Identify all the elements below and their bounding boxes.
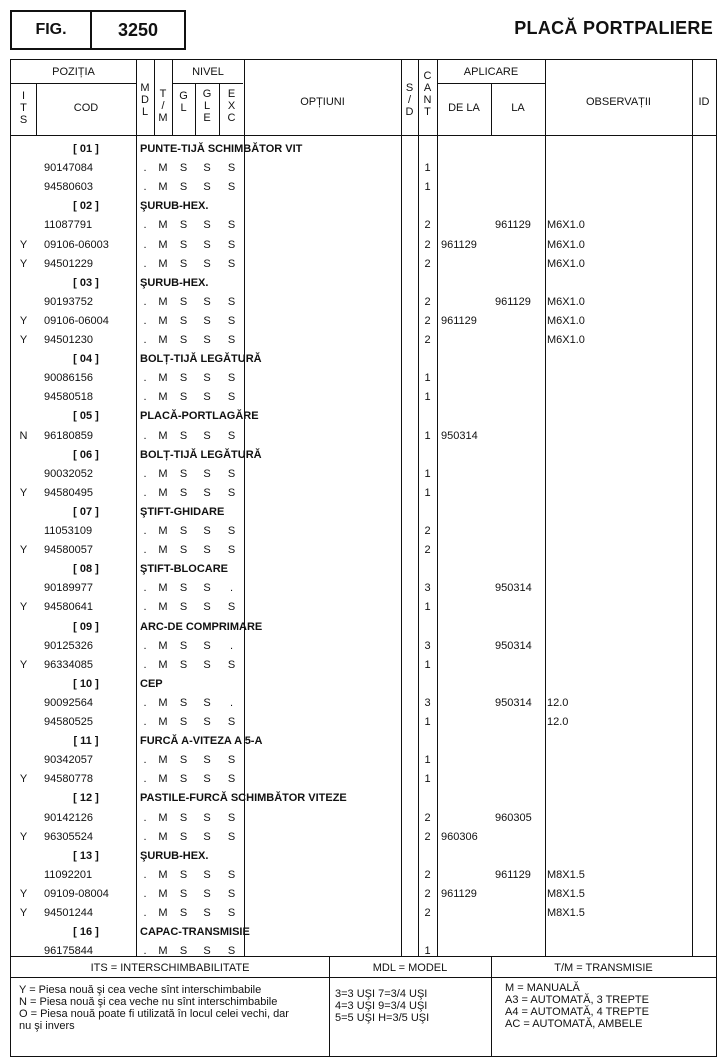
exc-value: S bbox=[227, 238, 236, 251]
gle-value: S bbox=[203, 811, 211, 824]
exc-value: S bbox=[227, 257, 236, 270]
cant-value: 2 bbox=[424, 525, 431, 537]
mdl-value: . bbox=[143, 907, 147, 919]
its-value: Y bbox=[19, 907, 28, 919]
group-name: ŞURUB-HEX. bbox=[140, 849, 209, 862]
cant-value: 1 bbox=[424, 429, 431, 442]
part-code: 94501230 bbox=[44, 334, 93, 346]
la-value: 950314 bbox=[495, 639, 532, 652]
exc-value: S bbox=[227, 945, 236, 958]
part-code: 90032052 bbox=[44, 467, 93, 480]
cant-value: 1 bbox=[424, 754, 431, 767]
tm-value: M bbox=[158, 372, 168, 385]
group-name: CEP bbox=[140, 677, 163, 690]
gl-value: S bbox=[179, 868, 188, 881]
tm-value: M bbox=[158, 887, 168, 900]
gle-value: S bbox=[203, 486, 211, 499]
observatii-value: M8X1.5 bbox=[547, 887, 585, 900]
gle-value: S bbox=[203, 716, 211, 728]
group-name: FURCĂ A-VITEZA A 5-A bbox=[140, 735, 263, 748]
exc-value: S bbox=[227, 314, 236, 327]
gle-value: S bbox=[203, 295, 211, 308]
cant-value: 2 bbox=[424, 219, 431, 232]
part-code: 96180859 bbox=[44, 429, 93, 442]
part-code: 90342057 bbox=[44, 754, 93, 767]
gle-value: S bbox=[203, 467, 211, 480]
exc-value: S bbox=[227, 525, 236, 537]
group-name: ŞTIFT-BLOCARE bbox=[140, 563, 228, 576]
gl-value: S bbox=[179, 773, 188, 786]
group-name: ŞURUB-HEX. bbox=[140, 276, 209, 289]
observatii-value: 12.0 bbox=[547, 696, 569, 709]
tm-value: M bbox=[158, 639, 168, 652]
group-name: PASTILE-FURCĂ SCHIMBĂTOR VITEZE bbox=[140, 792, 347, 805]
mdl-value: . bbox=[143, 582, 147, 595]
gl-value: S bbox=[179, 945, 188, 958]
gl-value: S bbox=[179, 658, 188, 671]
de-la-value: 961129 bbox=[441, 887, 477, 900]
tm-value: M bbox=[158, 544, 168, 557]
cant-value: 1 bbox=[424, 181, 431, 194]
mdl-value: . bbox=[143, 219, 147, 232]
gle-value: S bbox=[203, 907, 211, 919]
gl-value: S bbox=[179, 582, 188, 595]
exc-value: S bbox=[227, 429, 236, 442]
exc-value: S bbox=[227, 334, 236, 346]
its-value: Y bbox=[19, 601, 28, 614]
part-code: 90125326 bbox=[44, 639, 93, 652]
gle-value: S bbox=[203, 830, 211, 843]
tm-value: M bbox=[158, 830, 168, 843]
gl-value: S bbox=[179, 830, 188, 843]
part-code: 11092201 bbox=[44, 868, 93, 881]
part-code: 09106-06003 bbox=[44, 238, 109, 251]
tm-value: M bbox=[158, 486, 168, 499]
gle-value: S bbox=[203, 544, 211, 557]
position-number: [ 02 ] bbox=[73, 200, 99, 213]
gle-value: S bbox=[203, 181, 211, 194]
tm-value: M bbox=[158, 907, 168, 919]
gl-value: S bbox=[179, 314, 188, 327]
mdl-value: . bbox=[143, 486, 147, 499]
exc-value: S bbox=[227, 467, 236, 480]
cant-value: 2 bbox=[424, 907, 431, 919]
gl-value: S bbox=[179, 181, 188, 194]
cant-value: 1 bbox=[424, 658, 431, 671]
part-code: 90189977 bbox=[44, 582, 93, 595]
gle-value: S bbox=[203, 582, 211, 595]
group-name: PLACĂ-PORTLAGĂRE bbox=[140, 410, 259, 423]
position-number: [ 13 ] bbox=[73, 849, 99, 862]
part-code: 90142126 bbox=[44, 811, 93, 824]
gl-value: S bbox=[179, 716, 188, 728]
mdl-value: . bbox=[143, 334, 147, 346]
tm-value: M bbox=[158, 314, 168, 327]
part-code: 90193752 bbox=[44, 295, 93, 308]
mdl-value: . bbox=[143, 544, 147, 557]
gl-value: S bbox=[179, 162, 188, 175]
tm-value: M bbox=[158, 429, 168, 442]
gle-value: S bbox=[203, 601, 211, 614]
la-value: 960305 bbox=[495, 811, 532, 824]
exc-value: . bbox=[229, 582, 234, 595]
exc-value: S bbox=[227, 162, 236, 175]
exc-value: S bbox=[227, 754, 236, 767]
header-la: LA bbox=[511, 102, 525, 114]
exc-value: S bbox=[227, 486, 236, 499]
part-code: 94580518 bbox=[44, 391, 93, 404]
header-cod: COD bbox=[73, 102, 99, 114]
exc-value: S bbox=[227, 887, 236, 900]
part-code: 94580778 bbox=[44, 773, 93, 786]
mdl-value: . bbox=[143, 295, 147, 308]
cant-value: 1 bbox=[424, 773, 431, 786]
header-gle: G L E bbox=[202, 88, 212, 124]
gl-value: S bbox=[179, 372, 188, 385]
position-number: [ 07 ] bbox=[73, 505, 99, 518]
cant-value: 3 bbox=[424, 639, 431, 652]
group-name: CAPAC-TRANSMISIE bbox=[140, 926, 250, 939]
gl-value: S bbox=[179, 334, 188, 346]
tm-value: M bbox=[158, 582, 168, 595]
gle-value: S bbox=[203, 314, 211, 327]
cant-value: 2 bbox=[424, 238, 431, 251]
group-name: ŞURUB-HEX. bbox=[140, 200, 209, 213]
mdl-value: . bbox=[143, 696, 147, 709]
its-value: Y bbox=[19, 830, 28, 843]
exc-value: S bbox=[227, 601, 236, 614]
gle-value: S bbox=[203, 525, 211, 537]
group-name: BOLȚ-TIJĂ LEGĂTURĂ bbox=[140, 448, 262, 461]
position-number: [ 10 ] bbox=[73, 677, 99, 690]
part-code: 96305524 bbox=[44, 830, 93, 843]
gl-value: S bbox=[179, 811, 188, 824]
exc-value: S bbox=[227, 868, 236, 881]
cant-value: 2 bbox=[424, 314, 431, 327]
legend-its-lines: Y = Piesa nouă şi cea veche sînt interschimbabile N = Piesa nouă şi cea veche nu sînt interschimbabile O = Piesa nouă poate fi utilizată în locul celei vechi, dar nu şi invers bbox=[19, 984, 289, 1032]
position-number: [ 09 ] bbox=[73, 620, 99, 633]
part-code: 94580525 bbox=[44, 716, 93, 728]
figure-label: FIG. bbox=[12, 12, 92, 48]
tm-value: M bbox=[158, 868, 168, 881]
page-title: PLACĂ PORTPALIERE bbox=[514, 18, 713, 38]
tm-value: M bbox=[158, 601, 168, 614]
observatii-value: M8X1.5 bbox=[547, 907, 585, 919]
part-code: 09106-06004 bbox=[44, 314, 109, 327]
cant-value: 1 bbox=[424, 372, 431, 385]
gle-value: S bbox=[203, 696, 211, 709]
gl-value: S bbox=[179, 639, 188, 652]
gl-value: S bbox=[179, 391, 188, 404]
mdl-value: . bbox=[143, 658, 147, 671]
mdl-value: . bbox=[143, 830, 147, 843]
exc-value: S bbox=[227, 830, 236, 843]
la-value: 961129 bbox=[495, 868, 531, 881]
cant-value: 2 bbox=[424, 544, 431, 557]
observatii-value: M6X1.0 bbox=[547, 257, 585, 270]
gle-value: S bbox=[203, 887, 211, 900]
tm-value: M bbox=[158, 754, 168, 767]
tm-value: M bbox=[158, 238, 168, 251]
gl-value: S bbox=[179, 754, 188, 767]
exc-value: S bbox=[227, 544, 236, 557]
part-code: 11053109 bbox=[44, 525, 93, 537]
de-la-value: 961129 bbox=[441, 238, 477, 251]
its-value: Y bbox=[19, 314, 28, 327]
cant-value: 3 bbox=[424, 696, 431, 709]
header-id: ID bbox=[698, 96, 710, 108]
observatii-value: 12.0 bbox=[547, 716, 569, 728]
exc-value: S bbox=[227, 716, 236, 728]
cant-value: 2 bbox=[424, 811, 431, 824]
exc-value: S bbox=[227, 295, 236, 308]
part-code: 09109-08004 bbox=[44, 887, 109, 900]
observatii-value: M6X1.0 bbox=[547, 295, 585, 308]
gl-value: S bbox=[179, 429, 188, 442]
its-value: N bbox=[19, 429, 28, 442]
header-de-la: DE LA bbox=[448, 102, 480, 114]
mdl-value: . bbox=[143, 525, 147, 537]
its-value: Y bbox=[19, 887, 28, 900]
part-code: 96175844 bbox=[44, 945, 93, 958]
exc-value: S bbox=[227, 372, 236, 385]
gle-value: S bbox=[203, 945, 211, 958]
tm-value: M bbox=[158, 467, 168, 480]
parts-table bbox=[10, 59, 717, 1057]
gle-value: S bbox=[203, 429, 211, 442]
tm-value: M bbox=[158, 334, 168, 346]
de-la-value: 961129 bbox=[441, 314, 477, 327]
gle-value: S bbox=[203, 868, 211, 881]
its-value: Y bbox=[19, 334, 28, 346]
exc-value: . bbox=[229, 696, 234, 709]
tm-value: M bbox=[158, 773, 168, 786]
position-number: [ 04 ] bbox=[73, 353, 99, 366]
exc-value: S bbox=[227, 219, 236, 232]
mdl-value: . bbox=[143, 238, 147, 251]
position-number: [ 01 ] bbox=[73, 143, 99, 155]
gl-value: S bbox=[179, 219, 188, 232]
figure-box bbox=[10, 10, 186, 50]
gl-value: S bbox=[179, 907, 188, 919]
mdl-value: . bbox=[143, 716, 147, 728]
gl-value: S bbox=[179, 696, 188, 709]
de-la-value: 950314 bbox=[441, 429, 478, 442]
part-code: 94501244 bbox=[44, 907, 93, 919]
gle-value: S bbox=[203, 754, 211, 767]
observatii-value: M6X1.0 bbox=[547, 238, 585, 251]
part-code: 90092564 bbox=[44, 696, 93, 709]
gl-value: S bbox=[179, 601, 188, 614]
la-value: 961129 bbox=[495, 219, 531, 232]
position-number: [ 06 ] bbox=[73, 448, 99, 461]
mdl-value: . bbox=[143, 257, 147, 270]
header-mdl: M D L bbox=[140, 82, 150, 118]
group-name: ARC-DE COMPRIMARE bbox=[140, 620, 263, 633]
gl-value: S bbox=[179, 295, 188, 308]
tm-value: M bbox=[158, 696, 168, 709]
gle-value: S bbox=[203, 162, 211, 175]
cant-value: 3 bbox=[424, 582, 431, 595]
gle-value: S bbox=[203, 257, 211, 270]
la-value: 961129 bbox=[495, 295, 531, 308]
legend-tm-title: T/M = TRANSMISIE bbox=[554, 962, 653, 974]
cant-value: 1 bbox=[424, 162, 431, 175]
part-code: 94501229 bbox=[44, 257, 93, 270]
legend-its-title: ITS = INTERSCHIMBABILITATE bbox=[90, 962, 250, 974]
header-nivel: NIVEL bbox=[192, 66, 224, 78]
part-code: 90086156 bbox=[44, 372, 93, 385]
gl-value: S bbox=[179, 887, 188, 900]
mdl-value: . bbox=[143, 372, 147, 385]
mdl-value: . bbox=[143, 811, 147, 824]
header-gl: G L bbox=[179, 90, 188, 114]
gle-value: S bbox=[203, 773, 211, 786]
mdl-value: . bbox=[143, 391, 147, 404]
cant-value: 2 bbox=[424, 887, 431, 900]
gl-value: S bbox=[179, 544, 188, 557]
its-value: Y bbox=[19, 257, 28, 270]
gl-value: S bbox=[179, 467, 188, 480]
gl-value: S bbox=[179, 525, 188, 537]
header-observatii: OBSERVAȚII bbox=[585, 96, 651, 108]
tm-value: M bbox=[158, 716, 168, 728]
its-value: Y bbox=[19, 773, 28, 786]
mdl-value: . bbox=[143, 181, 147, 194]
gl-value: S bbox=[179, 238, 188, 251]
header-cant: C A N T bbox=[423, 70, 432, 118]
cant-value: 2 bbox=[424, 334, 431, 346]
gle-value: S bbox=[203, 238, 211, 251]
gl-value: S bbox=[179, 486, 188, 499]
gle-value: S bbox=[203, 391, 211, 404]
part-code: 94580495 bbox=[44, 486, 93, 499]
header-aplicare: APLICARE bbox=[463, 66, 519, 78]
figure-number: 3250 bbox=[117, 19, 159, 40]
cant-value: 2 bbox=[424, 830, 431, 843]
cant-value: 1 bbox=[424, 945, 431, 958]
de-la-value: 960306 bbox=[441, 830, 478, 843]
part-code: 94580641 bbox=[44, 601, 93, 614]
cant-value: 2 bbox=[424, 257, 431, 270]
its-value: Y bbox=[19, 486, 28, 499]
la-value: 950314 bbox=[495, 696, 532, 709]
tm-value: M bbox=[158, 162, 168, 175]
part-code: 11087791 bbox=[44, 219, 93, 232]
mdl-value: . bbox=[143, 467, 147, 480]
cant-value: 2 bbox=[424, 295, 431, 308]
cant-value: 1 bbox=[424, 601, 431, 614]
exc-value: S bbox=[227, 391, 236, 404]
tm-value: M bbox=[158, 945, 168, 958]
position-number: [ 03 ] bbox=[73, 276, 99, 289]
header-tm: T / M bbox=[158, 88, 168, 124]
tm-value: M bbox=[158, 525, 168, 537]
la-value: 950314 bbox=[495, 582, 532, 595]
header-pozitia: POZIȚIA bbox=[52, 66, 95, 78]
mdl-value: . bbox=[143, 945, 147, 958]
group-name: ŞTIFT-GHIDARE bbox=[140, 505, 225, 518]
gle-value: S bbox=[203, 372, 211, 385]
part-code: 94580603 bbox=[44, 181, 93, 194]
part-code: 94580057 bbox=[44, 544, 93, 557]
exc-value: S bbox=[227, 773, 236, 786]
cant-value: 1 bbox=[424, 467, 431, 480]
mdl-value: . bbox=[143, 162, 147, 175]
cant-value: 1 bbox=[424, 486, 431, 499]
mdl-value: . bbox=[143, 887, 147, 900]
exc-value: S bbox=[227, 181, 236, 194]
header-sd: S / D bbox=[405, 82, 414, 118]
its-value: Y bbox=[19, 658, 28, 671]
header-its: I T S bbox=[19, 90, 28, 126]
observatii-value: M6X1.0 bbox=[547, 334, 585, 346]
exc-value: S bbox=[227, 811, 236, 824]
gle-value: S bbox=[203, 219, 211, 232]
exc-value: S bbox=[227, 907, 236, 919]
cant-value: 1 bbox=[424, 391, 431, 404]
legend-mdl-lines: 3=3 UŞI 7=3/4 UŞI 4=3 UŞI 9=3/4 UŞI 5=5 UŞI H=3/5 UŞI bbox=[335, 988, 430, 1024]
tm-value: M bbox=[158, 181, 168, 194]
observatii-value: M8X1.5 bbox=[547, 868, 585, 881]
gle-value: S bbox=[203, 658, 211, 671]
group-name: BOLȚ-TIJĂ LEGĂTURĂ bbox=[140, 353, 262, 366]
mdl-value: . bbox=[143, 773, 147, 786]
header-optiuni: OPȚIUNI bbox=[300, 96, 345, 108]
mdl-value: . bbox=[143, 754, 147, 767]
tm-value: M bbox=[158, 391, 168, 404]
mdl-value: . bbox=[143, 639, 147, 652]
position-number: [ 08 ] bbox=[73, 563, 99, 576]
cant-value: 2 bbox=[424, 868, 431, 881]
exc-value: . bbox=[229, 639, 234, 652]
legend-tm-lines: M = MANUALĂ A3 = AUTOMATĂ, 3 TREPTE A4 = AUTOMATĂ, 4 TREPTE AC = AUTOMATĂ, AMBELE bbox=[505, 982, 649, 1030]
exc-value: S bbox=[227, 658, 236, 671]
gle-value: S bbox=[203, 639, 211, 652]
tm-value: M bbox=[158, 219, 168, 232]
tm-value: M bbox=[158, 295, 168, 308]
its-value: Y bbox=[19, 238, 28, 251]
position-number: [ 05 ] bbox=[73, 410, 99, 423]
observatii-value: M6X1.0 bbox=[547, 314, 585, 327]
gle-value: S bbox=[203, 334, 211, 346]
observatii-value: M6X1.0 bbox=[547, 219, 585, 232]
mdl-value: . bbox=[143, 429, 147, 442]
its-value: Y bbox=[19, 544, 28, 557]
header-exc: E X C bbox=[227, 88, 236, 124]
part-code: 96334085 bbox=[44, 658, 93, 671]
part-code: 90147084 bbox=[44, 162, 93, 175]
group-name: PUNTE-TIJĂ SCHIMBĂTOR VIT bbox=[140, 143, 303, 155]
gl-value: S bbox=[179, 257, 188, 270]
cant-value: 1 bbox=[424, 716, 431, 728]
tm-value: M bbox=[158, 658, 168, 671]
legend-mdl-title: MDL = MODEL bbox=[372, 962, 448, 974]
position-number: [ 12 ] bbox=[73, 792, 99, 805]
tm-value: M bbox=[158, 257, 168, 270]
mdl-value: . bbox=[143, 868, 147, 881]
mdl-value: . bbox=[143, 314, 147, 327]
mdl-value: . bbox=[143, 601, 147, 614]
position-number: [ 16 ] bbox=[73, 926, 99, 939]
tm-value: M bbox=[158, 811, 168, 824]
position-number: [ 11 ] bbox=[73, 735, 99, 748]
